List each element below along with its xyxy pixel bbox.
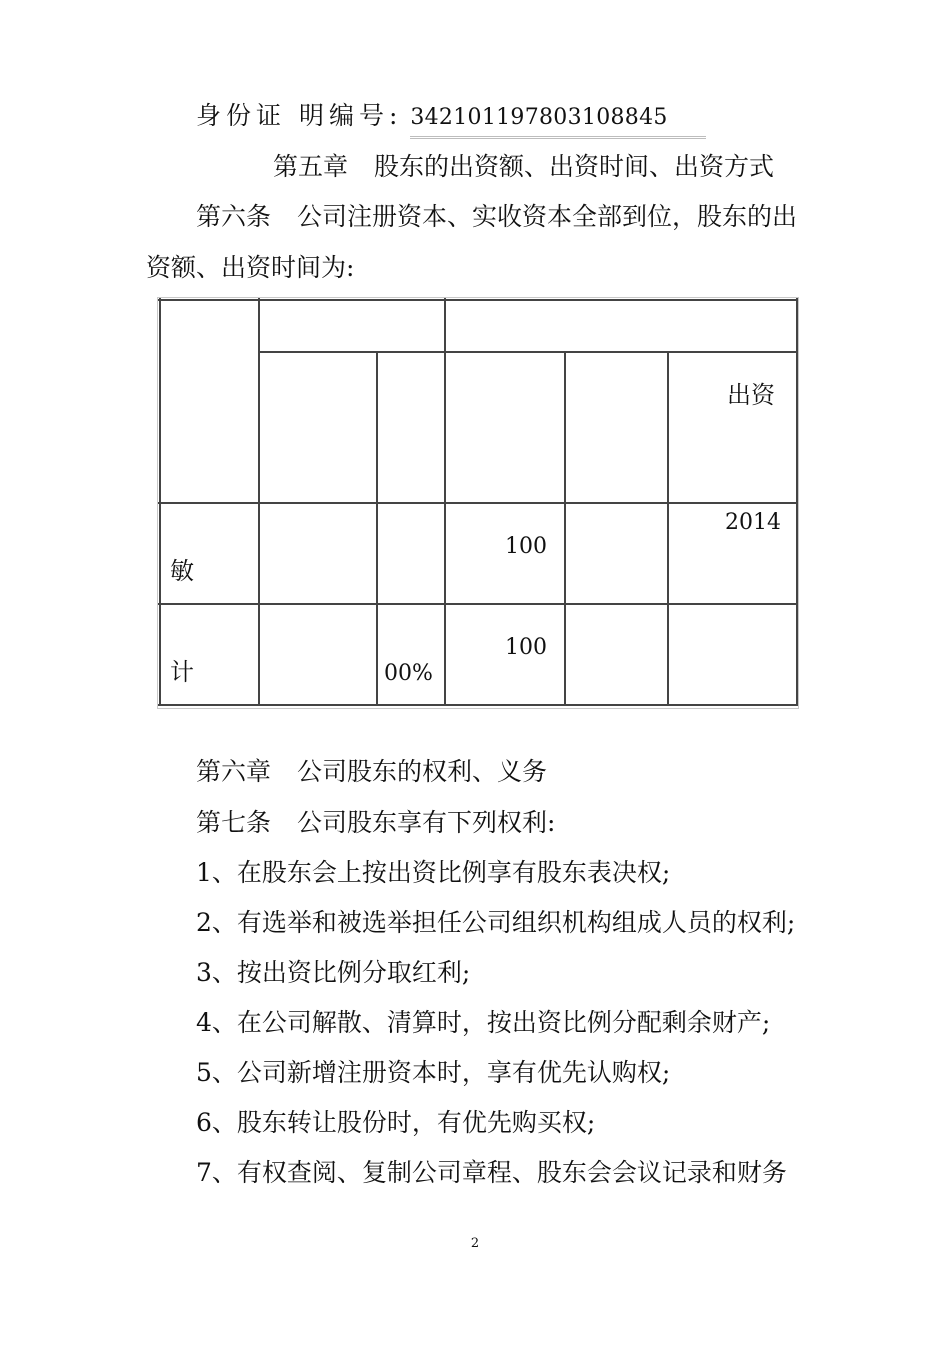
chapter6-number: 第六章 bbox=[196, 757, 272, 786]
id-label: 身份证 明编号: bbox=[196, 101, 403, 130]
table-rule bbox=[796, 298, 798, 706]
rights-item: 5、公司新增注册资本时，享有优先认购权; bbox=[196, 1058, 671, 1087]
rights-item: 2、有选举和被选举担任公司组织机构组成人员的权利; bbox=[196, 908, 796, 937]
chapter6-title: 公司股东的权利、义务 bbox=[297, 757, 548, 786]
table-rule bbox=[444, 298, 446, 706]
table-rule bbox=[376, 351, 378, 706]
article6-text-1: 公司注册资本、实收资本全部到位，股东的出 bbox=[297, 202, 798, 231]
article6-line1 bbox=[196, 202, 797, 232]
rights-item: 6、股东转让股份时，有优先购买权; bbox=[196, 1108, 596, 1137]
capital-table bbox=[157, 297, 799, 709]
article7-line bbox=[196, 808, 555, 838]
table-rule bbox=[564, 351, 566, 706]
row1-amount: 100 bbox=[505, 534, 547, 559]
rights-item: 3、按出资比例分取红利; bbox=[196, 958, 471, 987]
table-rule bbox=[158, 603, 798, 605]
row1-date: 2014 bbox=[725, 510, 781, 535]
page-number: 2 bbox=[470, 1236, 480, 1251]
article6-line2: 资额、出资时间为: bbox=[146, 253, 355, 282]
article7-text: 公司股东享有下列权利: bbox=[297, 808, 556, 837]
chapter6-heading-line bbox=[196, 757, 547, 787]
chapter5-heading-line bbox=[273, 152, 774, 182]
header-chuzi: 出资 bbox=[727, 381, 775, 409]
rights-item: 7、有权查阅、复制公司章程、股东会会议记录和财务 bbox=[196, 1158, 787, 1187]
table-rule bbox=[158, 299, 798, 301]
table-rule bbox=[667, 351, 669, 706]
article7-number: 第七条 bbox=[196, 808, 272, 837]
article6-number: 第六条 bbox=[196, 202, 272, 231]
rights-item: 4、在公司解散、清算时，按出资比例分配剩余财产; bbox=[196, 1008, 771, 1037]
rights-item: 1、在股东会上按出资比例享有股东表决权; bbox=[196, 858, 671, 887]
table-rule bbox=[158, 502, 798, 504]
row2-amount: 100 bbox=[505, 635, 547, 660]
table-rule bbox=[159, 298, 161, 706]
chapter5-title: 股东的出资额、出资时间、出资方式 bbox=[374, 152, 775, 181]
id-value: 342101197803108845 bbox=[410, 105, 668, 130]
id-line bbox=[196, 101, 668, 133]
row1-name: 敏 bbox=[170, 557, 194, 585]
row2-percent: 00% bbox=[384, 661, 433, 686]
table-rule bbox=[258, 351, 798, 353]
chapter5-number: 第五章 bbox=[273, 152, 349, 181]
table-rule bbox=[158, 704, 798, 706]
table-rule bbox=[258, 298, 260, 706]
row2-name: 计 bbox=[170, 658, 194, 686]
